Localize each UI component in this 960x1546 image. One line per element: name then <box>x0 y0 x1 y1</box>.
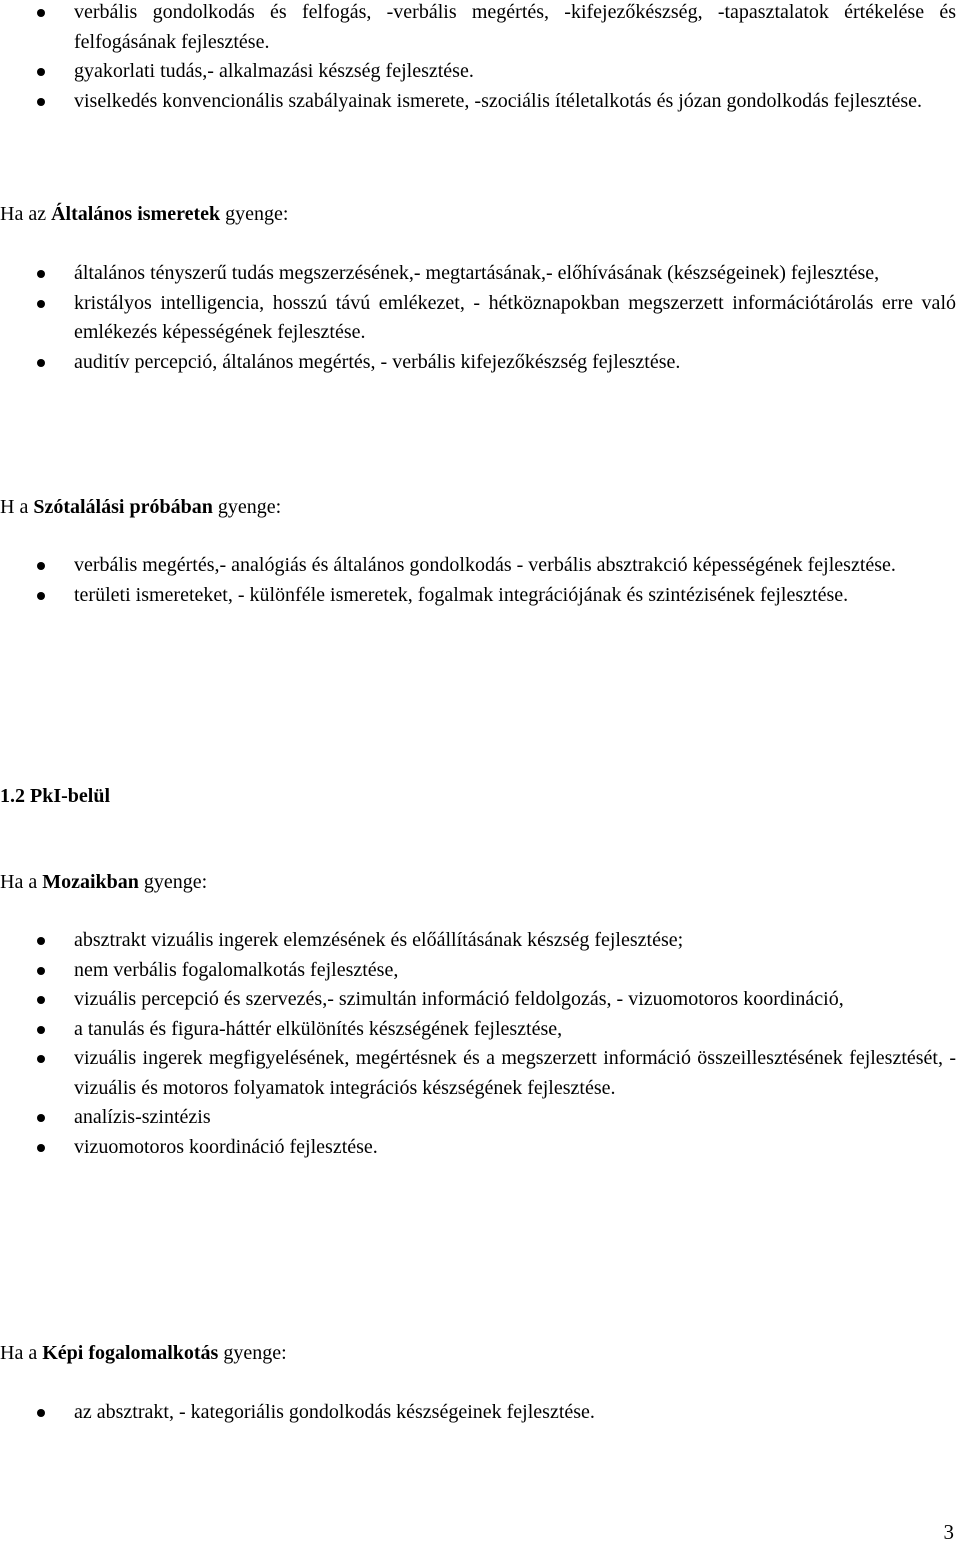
word-finding-bullet-list <box>0 551 960 610</box>
list-item: általános tényszerű tudás megszerzésének,- megtartásának,- előhívásának (készségeinek) fejlesztése, <box>0 259 960 289</box>
list-item: analízis-szintézis <box>0 1103 960 1133</box>
picture-concepts-bullet-list <box>0 1398 960 1428</box>
list-item: az absztrakt, - kategoriális gondolkodás készségeinek fejlesztése. <box>0 1398 960 1428</box>
list-item: kristályos intelligencia, hosszú távú emlékezet, - hétköznapokban megszerzett információtárolás erre való emlékezés képességének fejlesztése. <box>0 289 960 348</box>
general-knowledge-bullet-list <box>0 259 960 377</box>
subsection-title: 1.2 PkI-belül <box>0 785 111 807</box>
section-heading-picture-concepts: Ha a Képi fogalomalkotás gyenge: <box>0 1342 287 1364</box>
page-number: 3 <box>943 1520 954 1544</box>
list-item: gyakorlati tudás,- alkalmazási készség fejlesztése. <box>0 57 960 87</box>
list-item: a tanulás és figura-háttér elkülönítés készségének fejlesztése, <box>0 1015 960 1045</box>
section-heading-general-knowledge: Ha az Általános ismeretek gyenge: <box>0 203 289 225</box>
section-heading-mosaic: Ha a Mozaikban gyenge: <box>0 871 208 893</box>
list-item: absztrakt vizuális ingerek elemzésének és előállításának készség fejlesztése; <box>0 926 960 956</box>
list-item: verbális gondolkodás és felfogás, -verbális megértés, -kifejezőkészség, -tapasztalatok értékelése és felfogásának fejlesztése. <box>0 0 960 57</box>
list-item: vizuomotoros koordináció fejlesztése. <box>0 1133 960 1163</box>
list-item: auditív percepció, általános megértés, - verbális kifejezőkészség fejlesztése. <box>0 348 960 378</box>
list-item: vizuális ingerek megfigyelésének, megértésnek és a megszerzett információ összeillesztésének fejlesztését, - vizuális és motoros folyamatok integrációs készségének fejlesztése. <box>0 1044 960 1103</box>
list-item: vizuális percepció és szervezés,- szimultán információ feldolgozás, - vizuomotoros koordináció, <box>0 985 960 1015</box>
section-heading-word-finding: H a Szótalálási próbában gyenge: <box>0 496 282 518</box>
mosaic-bullet-list <box>0 926 960 1162</box>
list-item: verbális megértés,- analógiás és általános gondolkodás - verbális absztrakció képességének fejlesztése. <box>0 551 960 581</box>
list-item: viselkedés konvencionális szabályainak ismerete, -szociális ítéletalkotás és józan gondolkodás fejlesztése. <box>0 87 960 117</box>
list-item: területi ismereteket, - különféle ismeretek, fogalmak integrációjának és szintézisének fejlesztése. <box>0 581 960 611</box>
list-item: nem verbális fogalomalkotás fejlesztése, <box>0 956 960 986</box>
intro-bullet-list <box>0 0 960 116</box>
